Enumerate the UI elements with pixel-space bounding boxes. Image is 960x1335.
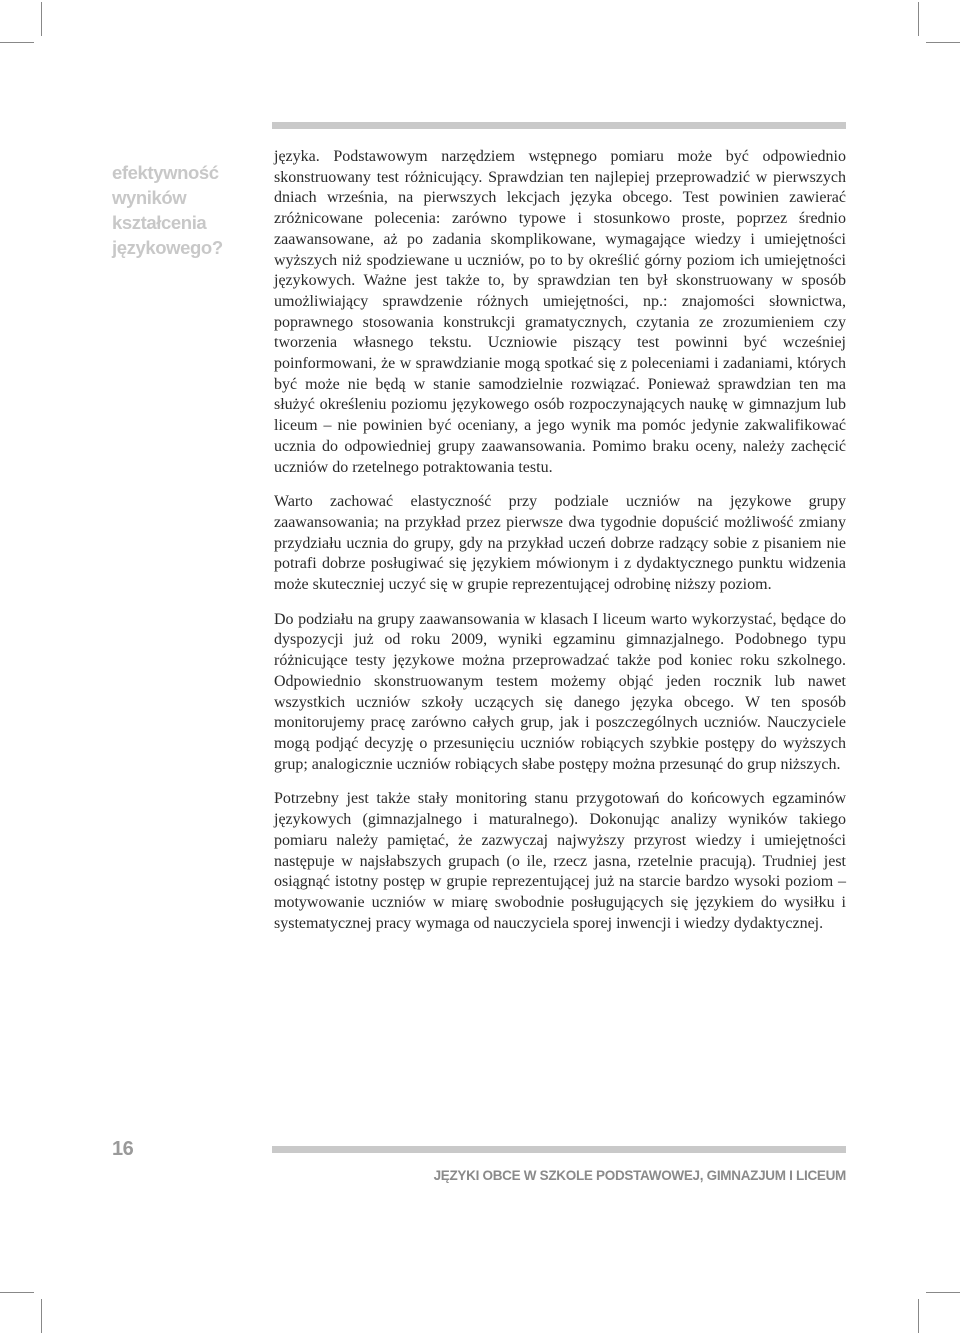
crop-mark xyxy=(918,1299,919,1333)
paragraph: Warto zachować elastyczność przy podziale uczniów na językowe grupy zaawansowania; na przykład przez pierwsze dwa tygodnie dopuścić możliwość zmiany przydziału ucznia do grupy, gdy na przykład uczeń dobrze radzący sobie z pisaniem nie potrafi dobrze posługiwać się językiem mówionym i z dydaktycznego punktu widzenia może skuteczniej uczyć się w grupie reprezentującej odrobinę niższy poziom. xyxy=(274,493,846,594)
header-rule xyxy=(272,122,846,129)
crop-mark xyxy=(0,1292,34,1293)
paragraph: Potrzebny jest także stały monitoring stanu przygotowań do końcowych egzaminów językowych (gimnazjalnego i maturalnego). Dokonując analizy wyników takiego pomiaru należy pamiętać, że zazwyczaj najwyższy przyrost wiedzy i umiejętności następuje w najsłabszych grupach (o ile, rzecz jasna, rzetelnie pracują). Trudniej jest osiągnąć istotny postęp w grupie reprezentującej już na starcie bardzo wysoki poziom – motywowanie uczniów w miarę swobodnie posługujących się językiem do wysiłku i systematycznej pracy wymaga od nauczyciela sporej inwencji i wiedzy dydaktycznej. xyxy=(274,790,846,932)
footer-title: JĘZYKI OBCE W SZKOLE PODSTAWOWEJ, GIMNAZJUM I LICEUM xyxy=(433,1168,846,1183)
crop-mark xyxy=(41,2,42,36)
footer-rule xyxy=(272,1146,846,1153)
crop-mark xyxy=(926,42,960,43)
crop-mark xyxy=(41,1299,42,1333)
body-text xyxy=(274,147,846,948)
paragraph: Do podziału na grupy zaawansowania w klasach I liceum warto wykorzystać, będące do dyspozycji już od roku 2009, wyniki egzaminu gimnazjalnego. Podobnego typu różnicujące testy językowe można przeprowadzać także pod koniec roku szkolnego. Odpowiednio skonstruowanym testem możemy objąć jeden rocznik lub nawet wszystkich uczniów szkoły uczących się danego języka obcego. W ten sposób monitorujemy pracę zarówno całych grup, jak i poszczególnych uczniów. Nauczyciele mogą podjąć decyzję o przesunięciu uczniów robiących szybkie postępy do wyższych grup; analogicznie uczniów robiących słabe postępy można przesunąć do grup niższych. xyxy=(274,610,846,773)
sidebar-heading-line: kształcenia xyxy=(112,212,207,233)
page-number: 16 xyxy=(112,1138,134,1160)
paragraph: języka. Podstawowym narzędziem wstępnego pomiaru może być odpowiednio skonstruowany test różnicujący. Sprawdzian ten najlepiej przeprowadzić w pierwszych dniach września, na pierwszych lekcjach języka obcego. Test powinien zawierać zróżnicowane polecenia: zarówno typowe i stosunkowo proste, poprzez średnio zaawansowane, aż po zadania skomplikowane, wymagające wiedzy i umiejętności wyższych niż spodziewane u uczniów, po to by określić górny poziom ich umiejętności językowych. Ważne jest także to, by sprawdzian ten był skonstruowany w sposób umożliwiający sprawdzenie różnych umiejętności, np.: znajomości słownictwa, poprawnego stosowania konstrukcji gramatycznych, czytania ze zrozumieniem czy tworzenia własnego tekstu. Uczniowie piszący test powinni być wcześniej poinformowani, że w sprawdzianie mogą spotkać się z poleceniami i zadaniami, których być może nie będą w stanie samodzielnie rozwiązać. Ponieważ sprawdzian ten ma służyć określeniu poziomu językowego osób rozpoczynających naukę w gimnazjum lub liceum – nie powinien być oceniany, a jego wynik ma pomóc jedynie zakwalifikować ucznia do odpowiedniej grupy zaawansowania. Pomimo braku oceny, należy zachęcić uczniów do rzetelnego potraktowania testu. xyxy=(274,148,846,476)
sidebar-heading-line: wyników xyxy=(112,187,187,208)
crop-mark xyxy=(926,1292,960,1293)
sidebar-heading xyxy=(112,160,242,260)
sidebar-heading-line: efektywność xyxy=(112,162,219,183)
crop-mark xyxy=(918,2,919,36)
crop-mark xyxy=(0,42,34,43)
sidebar-heading-line: językowego? xyxy=(112,237,223,258)
